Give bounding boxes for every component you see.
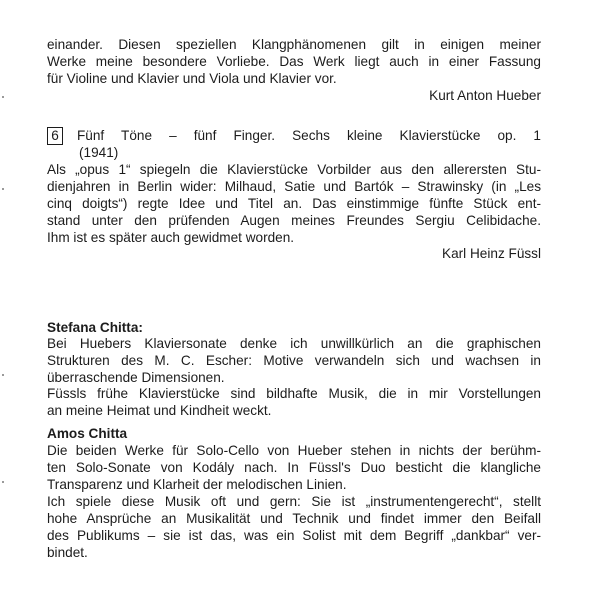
track-year: (1941) (79, 145, 119, 160)
track-line-3: cinq doigts“) regte Idee und Titel an. Das einstimmige fünfte Stück ent- (47, 196, 541, 211)
stefana-line-3: überraschende Dimensionen. (47, 370, 225, 385)
amos-line-3: Transparenz und Klarheit der melodischen Linien. (47, 477, 347, 492)
stefana-line-2: Strukturen des M. C. Escher: Motive verwandeln sich und wachsen in (47, 353, 541, 368)
scan-mark (2, 481, 4, 483)
stefana-line-1: Bei Huebers Klaviersonate denke ich unwillkürlich an die graphischen (47, 336, 541, 351)
track-line-2: dienjahren in Berlin wider: Milhaud, Satie und Bartók – Strawinsky (in „Les (47, 179, 541, 194)
amos-line-1: Die beiden Werke für Solo-Cello von Hueber stehen in nichts der berühm- (47, 443, 541, 458)
track-line-1: Als „opus 1“ spiegeln die Klavierstücke Vorbilder aus den allerersten Stu- (47, 162, 541, 177)
amos-line-4: Ich spiele diese Musik oft und gern: Sie ist „instrumentengerecht“, stellt (47, 494, 541, 509)
block1-line-1: einander. Diesen speziellen Klangphänomenen gilt in einigen meiner (47, 37, 541, 52)
stefana-line-4: Füssls frühe Klavierstücke sind bildhafte Musik, die in mir Vorstellungen (47, 386, 541, 401)
signature-fuessl: Karl Heinz Füssl (442, 246, 541, 261)
amos-line-7: bindet. (47, 545, 88, 560)
scan-mark (2, 96, 4, 98)
stefana-line-5: an meine Heimat und Kindheit weckt. (47, 403, 272, 418)
block1-line-3: für Violine und Klavier und Viola und Klavier vor. (47, 71, 337, 86)
amos-line-2: ten Solo-Sonate von Kodály nach. In Füssl's Duo besticht die klangliche (47, 460, 541, 475)
signature-hueber: Kurt Anton Hueber (429, 88, 541, 103)
track-number-box: 6 (47, 127, 63, 145)
amos-line-6: des Publikums – sie ist das, was ein Solist mit dem Begriff „dankbar“ ver- (47, 528, 541, 543)
track-line-5: Ihm ist es später auch gewidmet worden. (47, 230, 295, 245)
block1-line-2: Werke meine besondere Vorliebe. Das Werk liegt auch in einer Fassung (47, 54, 541, 69)
amos-name: Amos Chitta (47, 426, 128, 441)
amos-line-5: hohe Ansprüche an Musikalität und Technik und findet immer den Beifall (47, 511, 541, 526)
stefana-name: Stefana Chitta: (47, 320, 143, 335)
scan-mark (2, 374, 4, 376)
track-line-4: stand unter den prüfenden Augen meines Freundes Sergiu Celibidache. (47, 213, 541, 228)
scan-mark (2, 188, 4, 190)
track-heading: Fünf Töne – fünf Finger. Sechs kleine Klavierstücke op. 1 (77, 128, 541, 143)
